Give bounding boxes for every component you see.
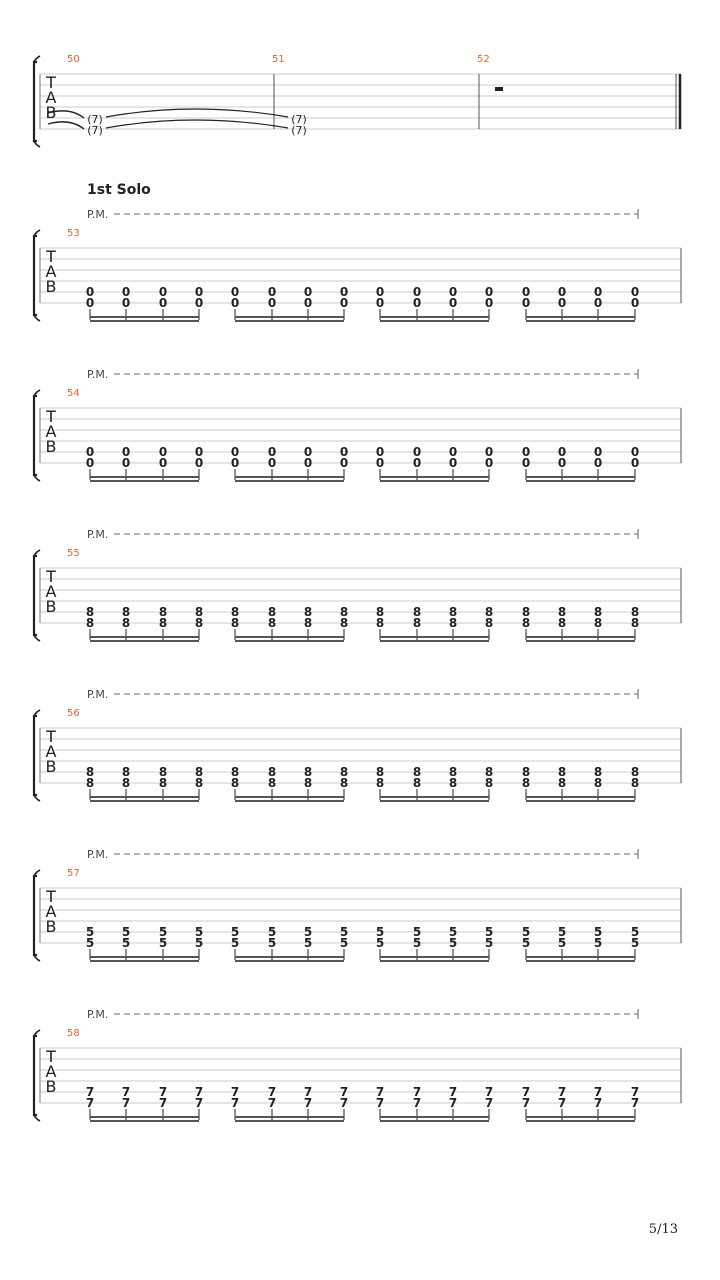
fret-number: 8 xyxy=(121,765,131,779)
fret-number: 8 xyxy=(630,765,640,779)
fret-number: 5 xyxy=(448,925,458,939)
fret-number-ghost: (7) xyxy=(291,113,307,126)
fret-number: 0 xyxy=(448,456,458,470)
fret-number: 0 xyxy=(194,445,204,459)
fret-number: 0 xyxy=(339,456,349,470)
fret-number: 7 xyxy=(593,1096,603,1110)
tab-clef-a: A xyxy=(45,742,57,761)
fret-number: 8 xyxy=(267,765,277,779)
fret-number: 8 xyxy=(230,616,240,630)
palm-mute-label: P.M. xyxy=(87,1008,109,1021)
fret-number: 0 xyxy=(412,445,422,459)
fret-number: 8 xyxy=(194,605,204,619)
fret-number: 8 xyxy=(375,776,385,790)
fret-number: 5 xyxy=(158,925,168,939)
fret-number: 8 xyxy=(85,765,95,779)
fret-number: 0 xyxy=(557,285,567,299)
fret-number: 8 xyxy=(303,776,313,790)
fret-number: 0 xyxy=(375,445,385,459)
fret-number: 5 xyxy=(630,925,640,939)
fret-number: 8 xyxy=(158,776,168,790)
fret-number: 5 xyxy=(339,936,349,950)
fret-number: 0 xyxy=(267,456,277,470)
system-bracket xyxy=(34,62,37,141)
measure-number-53: 53 xyxy=(67,228,80,239)
measure-number-51: 51 xyxy=(272,54,285,65)
fret-number: 8 xyxy=(339,765,349,779)
tab-clef-t: T xyxy=(46,73,56,92)
tab-clef-a: A xyxy=(45,1062,57,1081)
fret-number: 8 xyxy=(484,776,494,790)
fret-number: 8 xyxy=(121,616,131,630)
fret-number: 8 xyxy=(194,765,204,779)
tab-system-4 xyxy=(34,528,681,641)
fret-number: 7 xyxy=(121,1096,131,1110)
fret-number: 8 xyxy=(593,776,603,790)
section-label-1st-solo: 1st Solo xyxy=(87,182,151,198)
measure-number-54: 54 xyxy=(67,388,80,399)
fret-number: 0 xyxy=(593,456,603,470)
fret-number: 8 xyxy=(85,605,95,619)
fret-number: 0 xyxy=(339,285,349,299)
fret-number: 7 xyxy=(412,1096,422,1110)
fret-number: 5 xyxy=(121,936,131,950)
fret-number: 7 xyxy=(484,1085,494,1099)
fret-number: 5 xyxy=(194,925,204,939)
fret-number: 7 xyxy=(630,1085,640,1099)
fret-number: 8 xyxy=(303,605,313,619)
fret-number: 0 xyxy=(303,296,313,310)
system-bracket xyxy=(34,1036,37,1115)
fret-number: 5 xyxy=(412,925,422,939)
fret-number: 8 xyxy=(557,605,567,619)
fret-number: 8 xyxy=(339,776,349,790)
fret-number: 0 xyxy=(412,456,422,470)
fret-number: 8 xyxy=(375,765,385,779)
fret-number: 7 xyxy=(194,1085,204,1099)
tab-system-5 xyxy=(34,688,681,801)
fret-number: 5 xyxy=(375,925,385,939)
palm-mute-label: P.M. xyxy=(87,688,109,701)
fret-number: 8 xyxy=(484,765,494,779)
fret-number: 0 xyxy=(484,456,494,470)
fret-number: 8 xyxy=(521,765,531,779)
fret-number: 5 xyxy=(375,936,385,950)
fret-number: 8 xyxy=(557,765,567,779)
palm-mute-label: P.M. xyxy=(87,208,109,221)
fret-number: 8 xyxy=(267,776,277,790)
system-bracket xyxy=(34,876,37,955)
fret-number: 5 xyxy=(593,925,603,939)
fret-number: 7 xyxy=(448,1085,458,1099)
tab-clef-a: A xyxy=(45,262,57,281)
fret-number: 7 xyxy=(339,1085,349,1099)
system-bracket xyxy=(34,556,37,635)
fret-number: 8 xyxy=(230,605,240,619)
measure-number-52: 52 xyxy=(477,54,490,65)
fret-number: 7 xyxy=(630,1096,640,1110)
fret-number: 5 xyxy=(121,925,131,939)
fret-number: 0 xyxy=(484,296,494,310)
tab-clef-a: A xyxy=(45,422,57,441)
measure-number-50: 50 xyxy=(67,54,80,65)
fret-number: 8 xyxy=(412,776,422,790)
fret-number: 8 xyxy=(484,616,494,630)
fret-number: 7 xyxy=(194,1096,204,1110)
fret-number: 5 xyxy=(230,925,240,939)
fret-number: 7 xyxy=(557,1085,567,1099)
fret-number: 8 xyxy=(593,765,603,779)
fret-number: 0 xyxy=(484,445,494,459)
fret-number: 0 xyxy=(557,296,567,310)
fret-number: 7 xyxy=(85,1085,95,1099)
fret-number: 0 xyxy=(339,445,349,459)
fret-number: 5 xyxy=(521,936,531,950)
fret-number: 8 xyxy=(303,765,313,779)
fret-number: 7 xyxy=(303,1085,313,1099)
tab-clef-t: T xyxy=(46,567,56,586)
fret-number: 8 xyxy=(85,776,95,790)
fret-number: 0 xyxy=(121,285,131,299)
fret-number: 7 xyxy=(448,1096,458,1110)
fret-number: 8 xyxy=(339,605,349,619)
fret-number: 0 xyxy=(448,445,458,459)
fret-number: 0 xyxy=(375,296,385,310)
fret-number: 0 xyxy=(158,456,168,470)
fret-number: 0 xyxy=(339,296,349,310)
fret-number: 8 xyxy=(521,605,531,619)
tab-clef-b: B xyxy=(45,437,57,456)
fret-number: 0 xyxy=(630,456,640,470)
palm-mute-label: P.M. xyxy=(87,368,109,381)
fret-number: 5 xyxy=(484,936,494,950)
fret-number: 8 xyxy=(85,616,95,630)
measure-number-55: 55 xyxy=(67,548,80,559)
fret-number: 7 xyxy=(230,1096,240,1110)
fret-number: 8 xyxy=(484,605,494,619)
fret-number: 8 xyxy=(339,616,349,630)
fret-number: 0 xyxy=(630,296,640,310)
measure-number-57: 57 xyxy=(67,868,80,879)
fret-number: 8 xyxy=(267,616,277,630)
fret-number: 5 xyxy=(557,936,567,950)
fret-number: 8 xyxy=(448,616,458,630)
fret-number: 0 xyxy=(194,456,204,470)
fret-number: 8 xyxy=(375,616,385,630)
fret-number: 7 xyxy=(230,1085,240,1099)
fret-number: 5 xyxy=(85,925,95,939)
fret-number: 0 xyxy=(267,296,277,310)
tab-clef-a: A xyxy=(45,902,57,921)
system-bracket xyxy=(34,236,37,315)
fret-number: 8 xyxy=(230,765,240,779)
fret-number: 5 xyxy=(303,925,313,939)
fret-number: 7 xyxy=(267,1096,277,1110)
fret-number: 7 xyxy=(85,1096,95,1110)
tab-clef-b: B xyxy=(45,597,57,616)
fret-number: 8 xyxy=(412,605,422,619)
tab-clef-t: T xyxy=(46,1047,56,1066)
fret-number: 8 xyxy=(158,605,168,619)
measure-number-56: 56 xyxy=(67,708,80,719)
fret-number: 0 xyxy=(85,456,95,470)
fret-number: 0 xyxy=(412,296,422,310)
fret-number: 5 xyxy=(85,936,95,950)
fret-number: 5 xyxy=(412,936,422,950)
fret-number: 0 xyxy=(484,285,494,299)
tab-system-2 xyxy=(34,208,681,321)
fret-number: 0 xyxy=(230,445,240,459)
fret-number: 8 xyxy=(448,605,458,619)
fret-number: 0 xyxy=(375,456,385,470)
tab-clef-a: A xyxy=(45,582,57,601)
fret-number: 8 xyxy=(630,605,640,619)
measure-number-58: 58 xyxy=(67,1028,80,1039)
fret-number: 0 xyxy=(158,285,168,299)
fret-number: 8 xyxy=(303,616,313,630)
fret-number: 0 xyxy=(303,445,313,459)
fret-number: 5 xyxy=(194,936,204,950)
fret-number: 8 xyxy=(121,605,131,619)
fret-number: 0 xyxy=(85,296,95,310)
fret-number: 0 xyxy=(521,456,531,470)
fret-number: 8 xyxy=(121,776,131,790)
tab-system-3 xyxy=(34,368,681,481)
fret-number: 5 xyxy=(230,936,240,950)
fret-number: 0 xyxy=(303,456,313,470)
fret-number: 0 xyxy=(593,285,603,299)
fret-number: 7 xyxy=(521,1085,531,1099)
fret-number: 0 xyxy=(230,285,240,299)
tab-clef-t: T xyxy=(46,727,56,746)
fret-number: 0 xyxy=(557,456,567,470)
fret-number-ghost: (7) xyxy=(87,124,103,137)
tie-curve xyxy=(106,109,288,117)
fret-number: 0 xyxy=(230,456,240,470)
fret-number: 8 xyxy=(158,616,168,630)
fret-number: 7 xyxy=(593,1085,603,1099)
fret-number: 0 xyxy=(593,296,603,310)
fret-number: 0 xyxy=(412,285,422,299)
fret-number: 5 xyxy=(267,925,277,939)
tab-clef-t: T xyxy=(46,407,56,426)
fret-number: 8 xyxy=(158,765,168,779)
fret-number: 8 xyxy=(521,776,531,790)
fret-number: 7 xyxy=(158,1096,168,1110)
fret-number: 0 xyxy=(85,445,95,459)
fret-number: 0 xyxy=(448,296,458,310)
fret-number: 8 xyxy=(630,776,640,790)
fret-number: 0 xyxy=(121,296,131,310)
fret-number: 7 xyxy=(484,1096,494,1110)
tab-clef-t: T xyxy=(46,887,56,906)
fret-number: 7 xyxy=(121,1085,131,1099)
fret-number: 8 xyxy=(557,616,567,630)
tab-clef-b: B xyxy=(45,1077,57,1096)
tab-system-7 xyxy=(34,1008,681,1121)
fret-number: 7 xyxy=(303,1096,313,1110)
tab-clef-b: B xyxy=(45,917,57,936)
system-bracket xyxy=(34,396,37,475)
half-rest xyxy=(495,87,503,91)
tie-curve xyxy=(48,122,84,129)
fret-number: 5 xyxy=(521,925,531,939)
fret-number-ghost: (7) xyxy=(87,113,103,126)
fret-number: 5 xyxy=(630,936,640,950)
fret-number: 8 xyxy=(194,776,204,790)
fret-number: 7 xyxy=(267,1085,277,1099)
fret-number: 0 xyxy=(448,285,458,299)
fret-number: 0 xyxy=(194,296,204,310)
fret-number: 5 xyxy=(593,936,603,950)
tie-curve xyxy=(106,120,288,128)
fret-number: 5 xyxy=(339,925,349,939)
fret-number: 7 xyxy=(557,1096,567,1110)
fret-number: 7 xyxy=(521,1096,531,1110)
fret-number: 8 xyxy=(630,616,640,630)
fret-number: 5 xyxy=(267,936,277,950)
fret-number: 0 xyxy=(121,456,131,470)
fret-number: 0 xyxy=(303,285,313,299)
fret-number: 8 xyxy=(230,776,240,790)
fret-number: 0 xyxy=(194,285,204,299)
fret-number: 8 xyxy=(593,605,603,619)
fret-number: 0 xyxy=(630,445,640,459)
fret-number: 0 xyxy=(267,285,277,299)
fret-number: 0 xyxy=(375,285,385,299)
fret-number: 8 xyxy=(194,616,204,630)
tab-system-1 xyxy=(34,54,681,147)
fret-number: 5 xyxy=(303,936,313,950)
fret-number: 0 xyxy=(521,296,531,310)
fret-number: 5 xyxy=(448,936,458,950)
fret-number: 8 xyxy=(412,765,422,779)
fret-number: 0 xyxy=(521,445,531,459)
fret-number: 0 xyxy=(593,445,603,459)
palm-mute-label: P.M. xyxy=(87,848,109,861)
fret-number: 0 xyxy=(121,445,131,459)
fret-number: 7 xyxy=(375,1096,385,1110)
fret-number: 5 xyxy=(158,936,168,950)
fret-number-ghost: (7) xyxy=(291,124,307,137)
fret-number: 7 xyxy=(339,1096,349,1110)
fret-number: 0 xyxy=(158,445,168,459)
tab-clef-t: T xyxy=(46,247,56,266)
fret-number: 8 xyxy=(521,616,531,630)
tab-clef-b: B xyxy=(45,103,57,122)
fret-number: 0 xyxy=(267,445,277,459)
fret-number: 7 xyxy=(412,1085,422,1099)
fret-number: 8 xyxy=(593,616,603,630)
fret-number: 7 xyxy=(375,1085,385,1099)
fret-number: 5 xyxy=(557,925,567,939)
fret-number: 8 xyxy=(448,765,458,779)
system-bracket xyxy=(34,716,37,795)
fret-number: 7 xyxy=(158,1085,168,1099)
fret-number: 8 xyxy=(375,605,385,619)
fret-number: 0 xyxy=(630,285,640,299)
fret-number: 8 xyxy=(448,776,458,790)
fret-number: 8 xyxy=(412,616,422,630)
tab-clef-b: B xyxy=(45,277,57,296)
page-number: 5/13 xyxy=(648,1222,678,1237)
fret-number: 5 xyxy=(484,925,494,939)
tab-clef-a: A xyxy=(45,88,57,107)
tab-clef-b: B xyxy=(45,757,57,776)
fret-number: 0 xyxy=(521,285,531,299)
fret-number: 0 xyxy=(230,296,240,310)
fret-number: 0 xyxy=(85,285,95,299)
fret-number: 0 xyxy=(158,296,168,310)
fret-number: 8 xyxy=(267,605,277,619)
fret-number: 8 xyxy=(557,776,567,790)
palm-mute-label: P.M. xyxy=(87,528,109,541)
fret-number: 0 xyxy=(557,445,567,459)
tab-system-6 xyxy=(34,848,681,961)
